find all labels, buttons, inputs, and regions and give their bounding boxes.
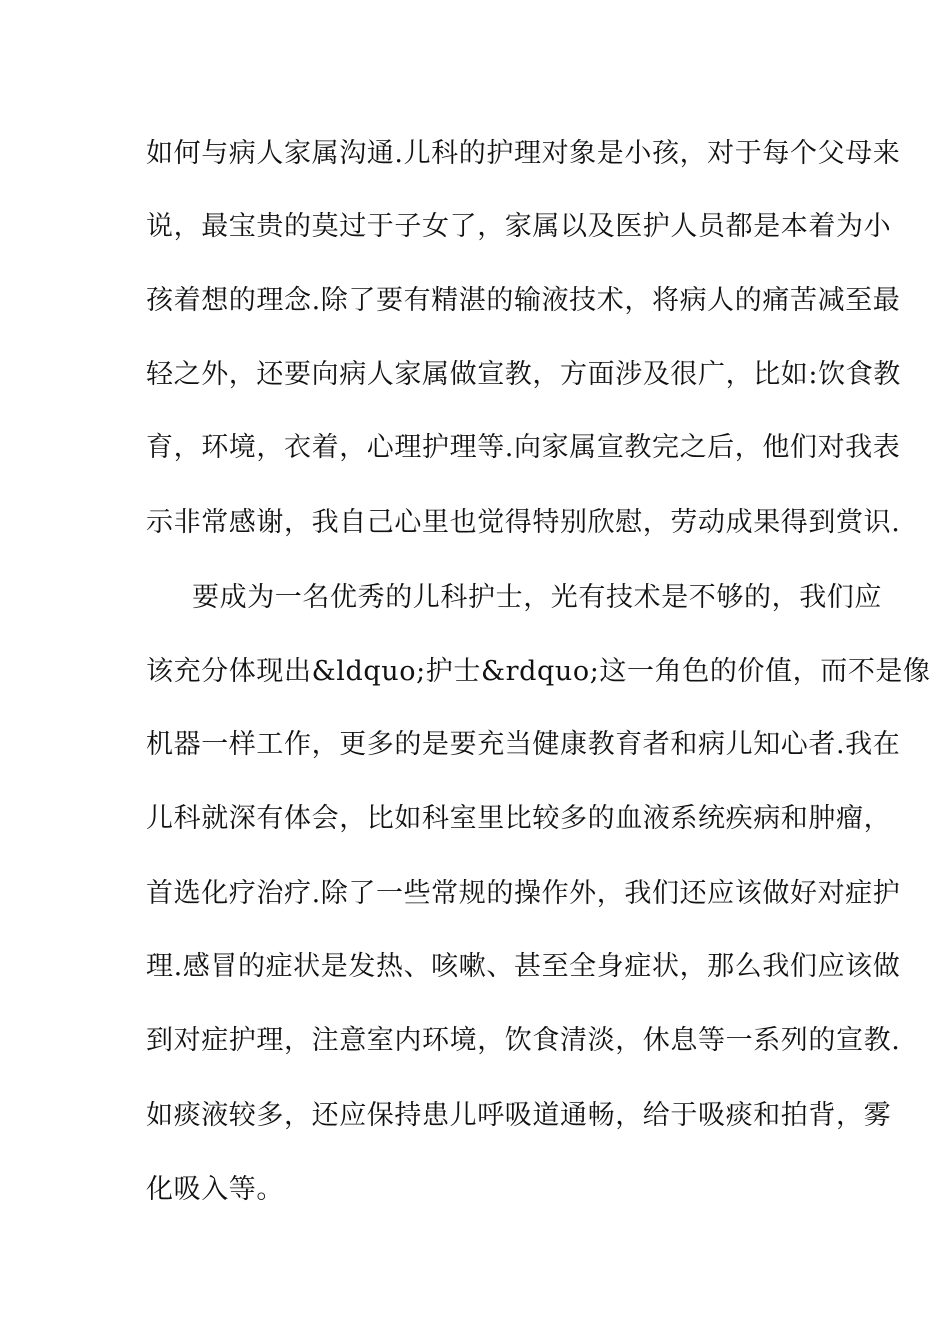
paragraph2-line-8: 如痰液较多，还应保持患儿呼吸道通畅，给于吸痰和拍背，雾 — [146, 1100, 892, 1131]
paragraph2-line-4: 儿科就深有体会，比如科室里比较多的血液系统疾病和肿瘤， — [146, 803, 892, 834]
paragraph2-line-7: 到对症护理，注意室内环境，饮食清淡，休息等一系列的宣教. — [146, 1025, 901, 1056]
paragraph1-line-6: 示非常感谢，我自己心里也觉得特别欣慰，劳动成果得到赏识. — [146, 507, 901, 538]
paragraph1-line-5: 育，环境，衣着，心理护理等.向家属宣教完之后，他们对我表 — [146, 432, 901, 463]
paragraph2-line-1: 要成为一名优秀的儿科护士，光有技术是不够的，我们应 — [192, 582, 882, 613]
paragraph1-line-1: 如何与病人家属沟通.儿科的护理对象是小孩，对于每个父母来 — [146, 138, 901, 169]
paragraph1-line-2: 说，最宝贵的莫过于子女了，家属以及医护人员都是本着为小 — [146, 211, 892, 242]
paragraph1-line-4: 轻之外，还要向病人家属做宣教，方面涉及很广，比如:饮食教 — [146, 359, 901, 390]
paragraph2-line-2: 该充分体现出&ldquo;护士&rdquo;这一角色的价值，而不是像 — [146, 656, 931, 687]
paragraph2-line-6: 理.感冒的症状是发热、咳嗽、甚至全身症状，那么我们应该做 — [146, 951, 901, 982]
paragraph2-line-9: 化吸入等。 — [146, 1174, 284, 1205]
paragraph2-line-5: 首选化疗治疗.除了一些常规的操作外，我们还应该做好对症护 — [146, 878, 901, 909]
paragraph1-line-3: 孩着想的理念.除了要有精湛的输液技术，将病人的痛苦减至最 — [146, 285, 901, 316]
paragraph2-line-3: 机器一样工作，更多的是要充当健康教育者和病儿知心者.我在 — [146, 729, 901, 760]
